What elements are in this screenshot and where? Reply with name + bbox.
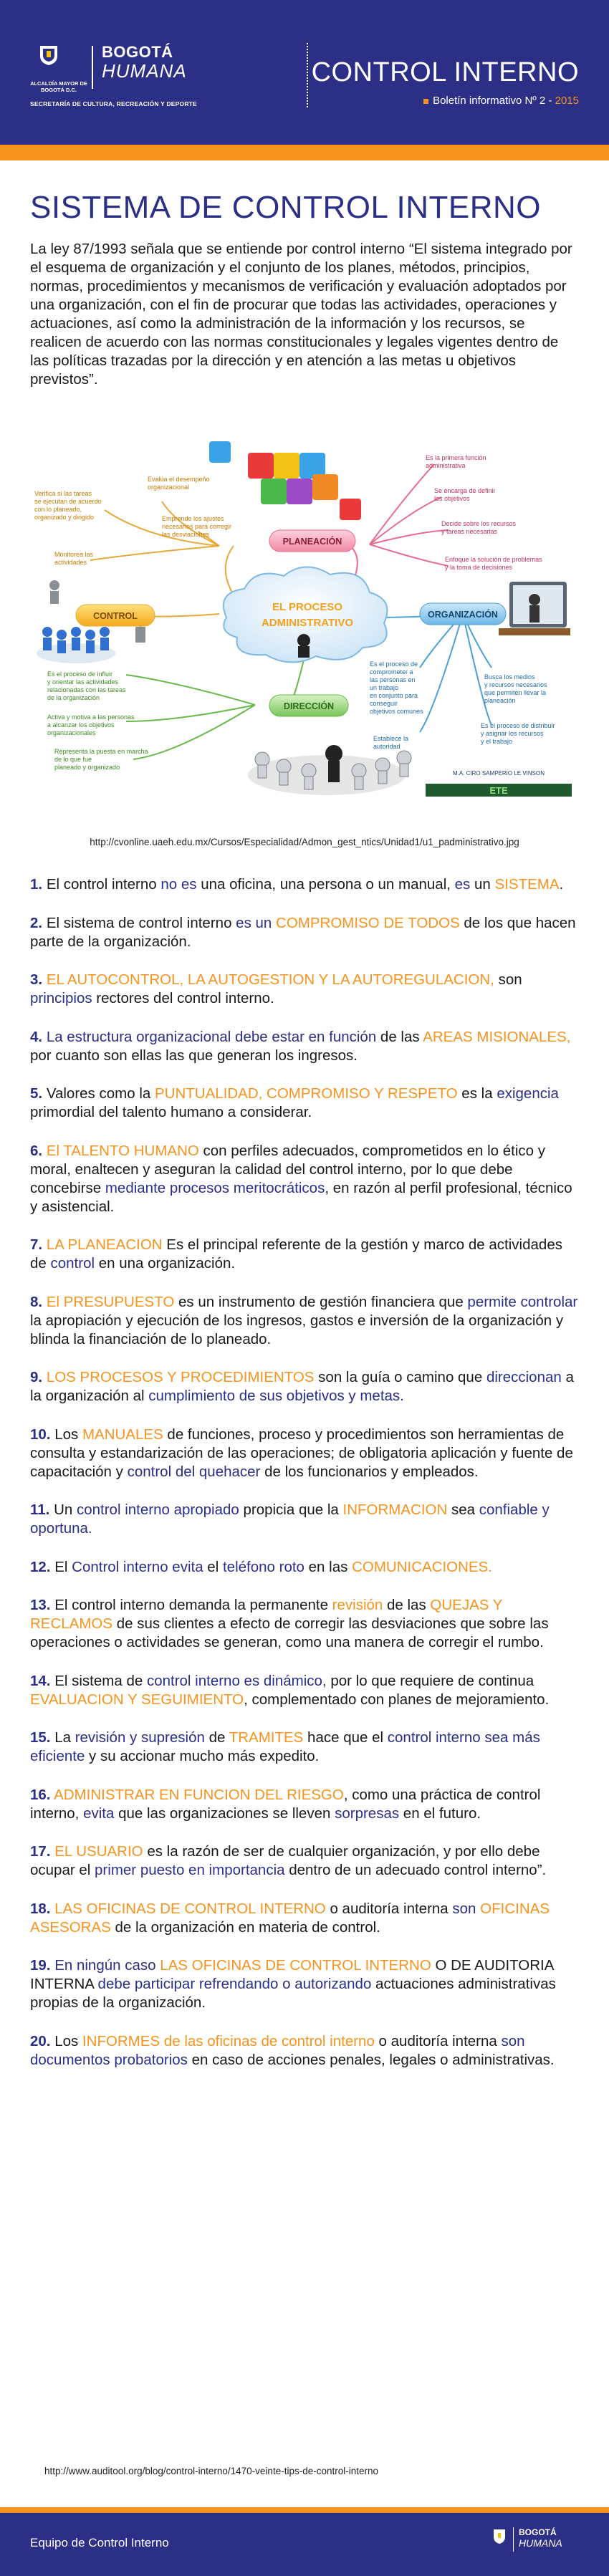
note-control-4: Emprende los ajustes necesarios para corregir las desviaciones <box>162 515 232 538</box>
tip-highlight-blue: son <box>452 1900 476 1917</box>
bulletin-label: Boletín informativo Nº 2 - <box>433 95 552 107</box>
tip-text: El sistema de <box>54 1672 147 1689</box>
tip-item <box>30 1596 579 1652</box>
tip-item <box>30 1842 579 1880</box>
tip-number: 1. <box>30 876 43 893</box>
tip-text: es la razón de ser de cualquier organización, y por ello debe ocupar el <box>30 1843 540 1878</box>
tip-text: son la guía o camino que <box>314 1369 486 1385</box>
header-orange-stripe <box>0 145 609 160</box>
tip-text: . <box>559 876 564 893</box>
tip-highlight-blue: confiable y oportuna. <box>30 1501 550 1537</box>
tip-text: en el futuro. <box>399 1804 481 1822</box>
tip-highlight-blue: control del quehacer <box>127 1463 261 1480</box>
note-control-2: Evalúa el desempeño organizacional <box>148 476 210 491</box>
tip-text: es un instrumento de gestión financiera que <box>174 1293 468 1310</box>
tip-highlight-orange: LOS PROCESOS Y PROCEDIMIENTOS <box>46 1369 315 1385</box>
tip-number: 15. <box>30 1729 51 1746</box>
tip-item <box>30 1501 579 1538</box>
tip-highlight-blue: direccionan <box>486 1369 562 1385</box>
tip-highlight-orange: El PRESUPUESTO <box>46 1293 175 1310</box>
tip-text: Los <box>54 2032 82 2049</box>
mind-map-svg <box>33 438 576 818</box>
tip-text: de funciones, proceso y procedimientos son herramientas de consulta y estandarización de las operaciones; de obligatoria aplicación y fuente de capacitación y <box>30 1426 573 1480</box>
footer-orange-stripe <box>0 2507 609 2513</box>
tip-highlight-orange: SISTEMA <box>494 876 560 893</box>
tip-text: en una organización. <box>95 1255 236 1272</box>
tip-highlight-orange: COMPROMISO DE TODOS <box>276 914 460 931</box>
tip-item <box>30 1786 579 1823</box>
logo-humana-text: HUMANA <box>102 60 187 82</box>
tip-item <box>30 971 579 1008</box>
tip-text: , como una práctica de control interno, <box>30 1786 541 1822</box>
tip-item <box>30 2032 579 2070</box>
tip-text: el <box>203 1558 223 1575</box>
tip-text: en caso de acciones penales, legales o administrativas. <box>187 2051 555 2068</box>
tip-text: , en razón al perfil profesional, técnico y asistencial. <box>30 1179 572 1215</box>
header-divider <box>307 43 308 107</box>
note-control-3: Monitorea las actividades <box>54 551 94 566</box>
tip-highlight-orange: LAS OFICINAS DE CONTROL INTERNO <box>54 1900 326 1917</box>
puzzle-graphic <box>209 441 361 520</box>
tip-number: 3. <box>30 971 43 988</box>
bulletin-year: 2015 <box>555 95 579 107</box>
tip-item <box>30 1142 579 1216</box>
tip-highlight-orange: MANUALES <box>82 1426 163 1443</box>
center-cloud <box>224 567 388 662</box>
footer-banner <box>0 2513 609 2576</box>
tip-number: 16. <box>30 1786 51 1803</box>
note-organizacion-1: Es el proceso de comprometer a las personas en un trabajo en conjunto para conseguir objetivos comunes <box>370 660 423 715</box>
source-url: http://www.auditool.org/blog/control-interno/1470-veinte-tips-de-control-interno <box>44 2466 379 2476</box>
tip-number: 13. <box>30 1597 51 1613</box>
tip-text: a la organización al <box>30 1369 574 1404</box>
bogota-humana-logo <box>30 44 202 116</box>
tip-highlight-blue: cumplimiento de sus objetivos y metas. <box>148 1388 404 1404</box>
meeting-graphic <box>499 582 570 635</box>
tip-highlight-blue: teléfono roto <box>222 1558 304 1575</box>
node-organizacion <box>420 603 506 625</box>
tip-highlight-orange: OFICINAS ASESORAS <box>30 1900 550 1936</box>
node-direccion <box>269 695 348 716</box>
node-control-label: CONTROL <box>93 611 138 621</box>
note-planeacion-2: Se encarga de definir los objetivos <box>434 487 496 502</box>
tip-highlight-blue: Control interno evita <box>72 1558 203 1575</box>
tip-text: de <box>204 1729 229 1746</box>
tip-text: una oficina, una persona o un manual, <box>196 876 455 893</box>
tip-highlight-orange: LAS OFICINAS DE CONTROL INTERNO <box>160 1957 431 1974</box>
tip-text: La <box>54 1729 75 1746</box>
tip-text: o auditoría interna <box>374 2032 502 2049</box>
tip-text: y su accionar mucho más expedito. <box>85 1748 320 1764</box>
note-planeacion-4: Enfoque la solución de problemas y la toma de decisiones <box>445 556 542 571</box>
tip-text: O DE AUDITORIA INTERNA <box>30 1957 554 1992</box>
note-direccion-3: Representa la puesta en marcha de lo que fue planeado y organizado <box>54 748 148 771</box>
alcaldia-label: ALCALDÍA MAYOR DE BOGOTÁ D.C. <box>30 80 87 93</box>
tip-highlight-blue: control <box>50 1255 95 1272</box>
tip-text: Los <box>54 1426 82 1443</box>
tip-highlight-orange: El TALENTO HUMANO <box>46 1142 199 1159</box>
note-organizacion-4: Es el proceso de distribuir y asignar los recursos y el trabajo <box>481 722 555 745</box>
tip-highlight-orange: TRAMITES <box>229 1729 304 1746</box>
diagram-source-url: http://cvonline.uaeh.edu.mx/Cursos/Especialidad/Admon_gest_ntics/Unidad1/u1_padministrativo.jpg <box>90 837 519 847</box>
tip-number: 4. <box>30 1028 43 1045</box>
tip-text: El control interno <box>46 876 161 893</box>
note-direccion-2: Activa y motiva a las personas a alcanzar los objetivos organizacionales <box>47 713 135 736</box>
tip-text: con perfiles adecuados, comprometidos en lo ético y moral, enaltecen y aseguran la calidad del control interno, por lo que debe concebirse <box>30 1142 545 1196</box>
tips-list <box>30 875 579 2089</box>
tip-highlight-orange: QUEJAS Y RECLAMOS <box>30 1597 503 1632</box>
tip-text: o auditoría interna <box>325 1900 453 1917</box>
tip-number: 14. <box>30 1672 51 1689</box>
tip-highlight-blue: La estructura organizacional debe estar en función <box>46 1028 377 1045</box>
tip-highlight-blue: no es <box>160 876 197 893</box>
administrative-process-diagram <box>33 438 576 818</box>
tip-item <box>30 914 579 951</box>
footer-logo-divider <box>513 2527 514 2552</box>
tip-highlight-orange: EL AUTOCONTROL, LA AUTOGESTION Y LA AUTOREGULACION, <box>46 971 494 988</box>
tip-item <box>30 1236 579 1273</box>
note-organizacion-3: Establece la autoridad <box>373 735 409 750</box>
tip-text: El control interno demanda la permanente <box>54 1597 332 1613</box>
tip-highlight-blue: evita <box>83 1804 115 1822</box>
tip-text: de la organización en materia de control. <box>110 1918 380 1936</box>
tip-item <box>30 875 579 894</box>
node-organizacion-label: ORGANIZACIÓN <box>428 610 498 620</box>
tip-highlight-orange: COMUNICACIONES. <box>352 1558 492 1575</box>
tip-text: dentro de un adecuado control interno”. <box>284 1862 547 1878</box>
tip-text: de sus clientes a efecto de corregir las desviaciones que sobre las operaciones o actividades se generan, como una manera de corregir el rumbo. <box>30 1615 549 1650</box>
ete-banner <box>426 784 572 797</box>
note-planeacion-1: Es la primera función administrativa <box>426 454 486 469</box>
tip-text: de los funcionarios y empleados. <box>260 1463 479 1480</box>
tip-highlight-orange: EL USUARIO <box>54 1843 143 1860</box>
tip-number: 12. <box>30 1558 51 1575</box>
bulletin-number <box>423 95 579 107</box>
note-organizacion-2: Busca los medios y recursos necesarios que permiten llevar la planeación <box>484 673 547 704</box>
tip-item <box>30 1729 579 1766</box>
tip-text: es la <box>457 1085 497 1102</box>
section-title: SISTEMA DE CONTROL INTERNO <box>30 190 542 225</box>
tip-highlight-blue: primer puesto en importancia <box>95 1862 285 1878</box>
tip-text: El <box>54 1558 72 1575</box>
tip-highlight-orange: INFORMACION <box>342 1501 448 1518</box>
tip-item <box>30 1368 579 1405</box>
orange-square-icon <box>423 99 428 104</box>
tip-text: propicia que la <box>239 1501 343 1518</box>
footer-team-label: Equipo de Control Interno <box>30 2536 169 2549</box>
footer-logo-bogota: BOGOTÁ <box>519 2527 557 2537</box>
tip-text: la apropiación y ejecución de los ingresos, gastos e inversión de la organización y blinda la financiación de lo planeado. <box>30 1312 564 1347</box>
tip-text: de las <box>383 1597 431 1613</box>
note-control-1: Verifica si las tareas se ejecutan de acuerdo con lo planeado, organizado y dirigido <box>34 490 102 521</box>
intro-paragraph: La ley 87/1993 señala que se entiende por control interno “El sistema integrado por el esquema de organización y el conjunto de los planes, métodos, principios, normas, procedimientos y mecanismos de verificación y evaluación adoptados por una organización, con el fin de procurar que todas las actividades, operaciones y actuaciones, así como la administración de la información y los recursos, se realicen de acuerdo con las normas constitucionales y legales vigentes dentro de las políticas trazadas por la dirección y en atención a las metas u objetivos previstos”. <box>30 241 572 388</box>
tip-number: 5. <box>30 1085 43 1102</box>
tip-highlight-blue: sorpresas <box>335 1804 400 1822</box>
tip-number: 6. <box>30 1142 43 1159</box>
logo-divider <box>92 46 93 89</box>
tip-highlight-orange: ADMINISTRAR EN FUNCION DEL RIESGO <box>54 1786 344 1803</box>
tip-text: , complementado con planes de mejoramiento. <box>244 1691 550 1708</box>
tip-highlight-blue: control interno apropiado <box>76 1501 239 1518</box>
tip-item <box>30 1028 579 1065</box>
tip-highlight-blue: permite controlar <box>467 1293 578 1310</box>
tip-highlight-blue: son documentos probatorios <box>30 2032 525 2068</box>
tip-text: sea <box>447 1501 479 1518</box>
coat-of-arms-icon <box>39 44 59 66</box>
note-direccion-1: Es el proceso de influir y orientar las actividades relacionadas con las tareas de la organización <box>47 671 126 701</box>
secretaria-label: SECRETARÍA DE CULTURA, RECREACIÓN Y DEPORTE <box>30 100 197 107</box>
tip-text: Es el principal referente de la gestión y marco de actividades de <box>30 1236 562 1272</box>
logo-bogota-text: BOGOTÁ <box>102 43 173 61</box>
tip-item <box>30 1293 579 1349</box>
note-planeacion-3: Decide sobre los recursos y tareas necesarias <box>441 520 517 535</box>
tip-text: actuaciones administrativas propias de la organización. <box>30 1976 556 2011</box>
tip-highlight-blue: control interno sea más eficiente <box>30 1729 540 1764</box>
node-direccion-label: DIRECCIÓN <box>283 701 335 711</box>
tip-text: El sistema de control interno <box>46 914 236 931</box>
tip-item <box>30 1558 579 1577</box>
tip-item <box>30 1956 579 2012</box>
tip-highlight-blue: En ningún caso <box>54 1957 156 1974</box>
tip-highlight-blue: principios <box>30 990 92 1006</box>
tip-number: 9. <box>30 1369 43 1385</box>
tip-highlight-orange: INFORMES de las oficinas de control interno <box>82 2032 375 2049</box>
chess-pieces-graphic <box>248 745 411 795</box>
tip-highlight-orange: revisión <box>332 1597 383 1613</box>
tip-highlight-orange: PUNTUALIDAD, COMPROMISO Y RESPETO <box>154 1085 458 1102</box>
header-title: CONTROL INTERNO <box>311 57 579 87</box>
tip-highlight-blue: control interno es dinámico, <box>146 1672 327 1689</box>
tip-number: 20. <box>30 2032 51 2049</box>
node-planeacion-label: PLANEACIÓN <box>282 537 342 547</box>
tip-number: 11. <box>30 1501 50 1518</box>
tip-highlight-orange: EVALUACION Y SEGUIMIENTO <box>30 1691 244 1708</box>
footer-logo-humana: HUMANA <box>519 2537 562 2549</box>
node-control <box>76 605 155 626</box>
tip-highlight-blue: debe participar refrendando o autorizando <box>97 1976 372 1992</box>
tip-text: de los que hacen parte de la organización. <box>30 914 576 950</box>
tip-item <box>30 1900 579 1937</box>
tip-text: por lo que requiere de continua <box>326 1672 534 1689</box>
tip-highlight-orange: LA PLANEACION <box>46 1236 163 1253</box>
tip-text: un <box>470 876 495 893</box>
tip-text: Valores como la <box>46 1085 155 1102</box>
tip-text: primordial del talento humano a considerar. <box>30 1104 312 1120</box>
tip-highlight-orange: AREAS MISIONALES, <box>423 1028 571 1045</box>
tip-item <box>30 1672 579 1709</box>
tip-number: 17. <box>30 1843 51 1860</box>
tip-text: rectores del control interno. <box>92 990 274 1006</box>
center-title-line2: ADMINISTRATIVO <box>261 617 354 629</box>
center-title-line1: EL PROCESO <box>272 601 343 613</box>
tip-item <box>30 1085 579 1122</box>
tip-highlight-blue: exigencia <box>497 1085 559 1102</box>
tip-text: por cuanto son ellas las que generan los ingresos. <box>30 1047 358 1064</box>
tip-highlight-blue: es <box>454 876 471 893</box>
tip-number: 18. <box>30 1900 51 1917</box>
ete-label: ETE <box>489 785 508 796</box>
tip-number: 7. <box>30 1236 43 1253</box>
tip-number: 8. <box>30 1293 43 1310</box>
tip-number: 19. <box>30 1957 51 1974</box>
tip-number: 2. <box>30 914 43 931</box>
tip-text: en las <box>304 1558 353 1575</box>
tip-highlight-blue: mediante procesos meritocráticos <box>105 1179 325 1196</box>
tip-text: de las <box>376 1028 423 1045</box>
footer-logo <box>493 2526 579 2562</box>
tip-item <box>30 1426 579 1481</box>
node-planeacion <box>269 530 355 552</box>
tip-number: 10. <box>30 1426 51 1443</box>
tip-highlight-blue: revisión y supresión <box>75 1729 205 1746</box>
diagram-author: M.A. CIRO SAMPERIO LE VINSON <box>452 770 545 777</box>
header-banner <box>0 0 609 145</box>
tip-text: Un <box>54 1501 77 1518</box>
tip-text: que las organizaciones se lleven <box>114 1804 335 1822</box>
tip-text: hace que el <box>303 1729 388 1746</box>
tip-text: son <box>494 971 522 988</box>
footer-coat-of-arms-icon <box>493 2529 506 2544</box>
tip-highlight-blue: es un <box>236 914 272 931</box>
